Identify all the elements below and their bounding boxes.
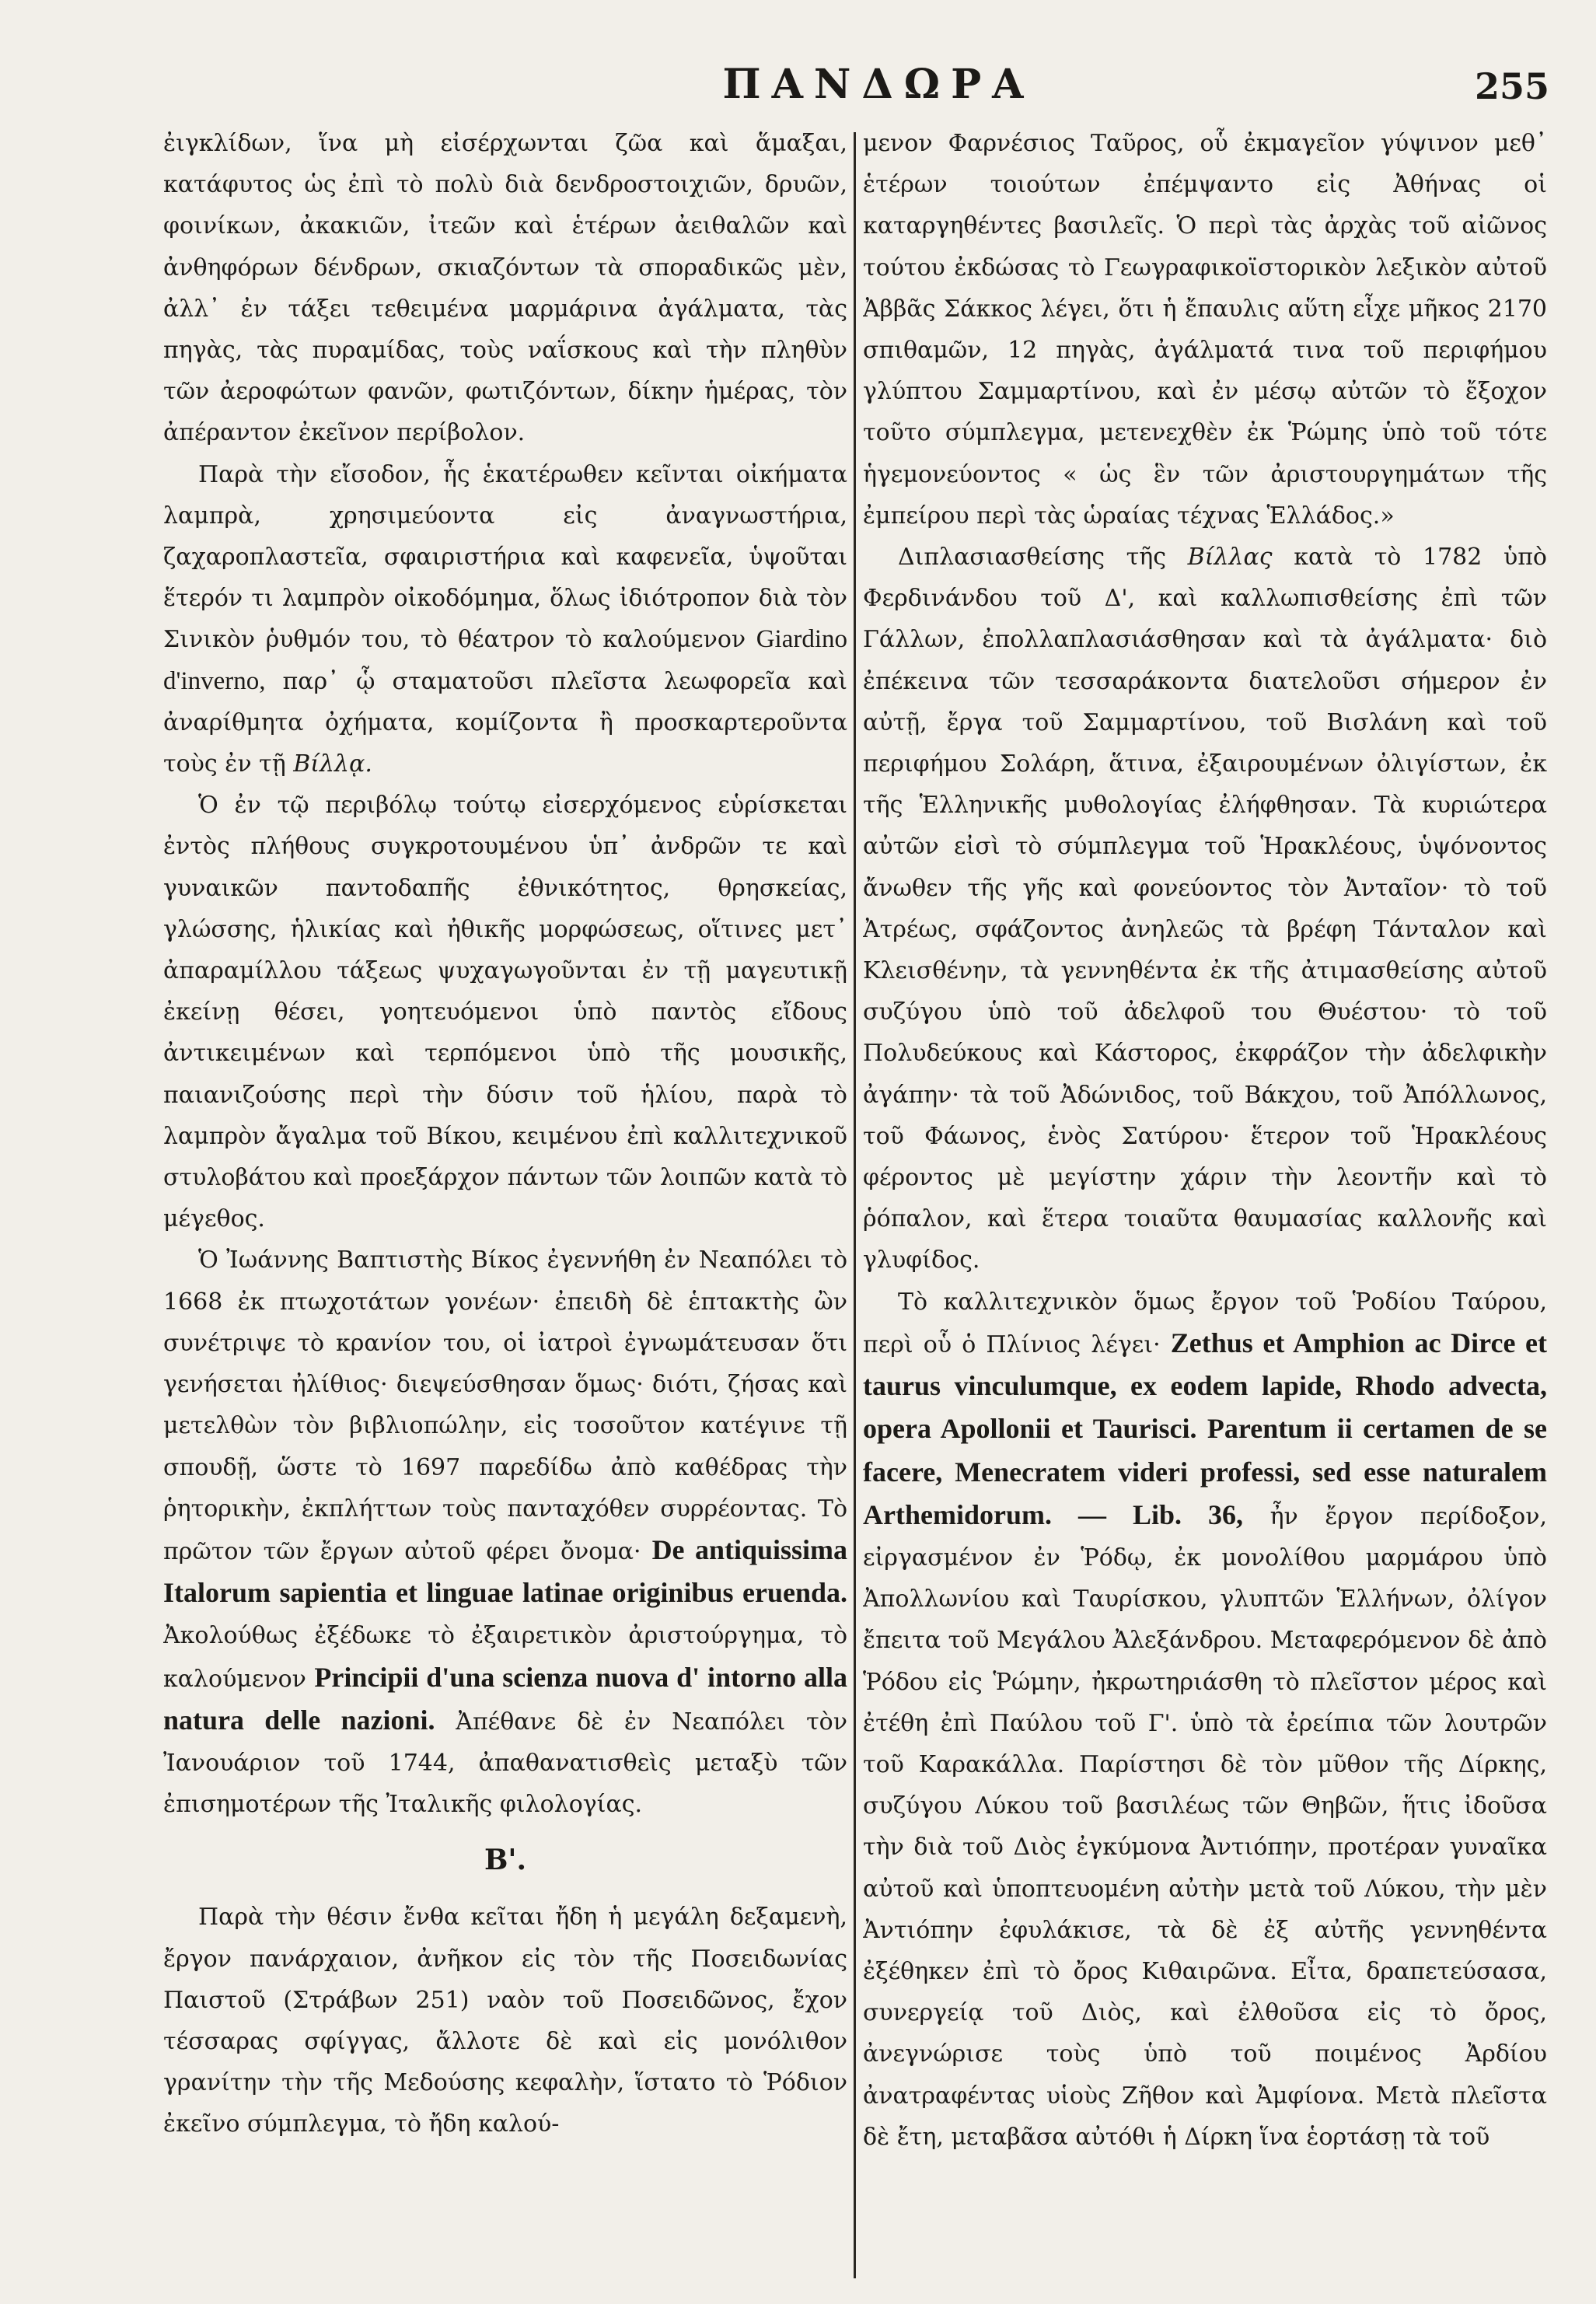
text-run: ἦν ἔργον περίδοξον, εἰργασμένον ἐν Ῥόδῳ, ἐκ μονολίθου μαρμάρου ὑπὸ Ἀπολλωνίου καὶ Ταυρίσκου, γλυπτῶν Ἑλλήνων, ὀλίγον ἔπειτα τοῦ Μεγάλου Ἀλεξάνδρου. Μεταφερόμενον δὲ ἀπὸ Ῥόδου εἰς Ῥώμην, ἠκρωτηριάσθη τὸ πλεῖστον μέρος καὶ ἐτέθη ἐπὶ Παύλου τοῦ Γ'. ὑπὸ τὰ ἐρείπια τῶν λουτρῶν τοῦ Καρακάλλα. Παρίστησι δὲ τὸν μῦθον τῆς Δίρκης, συζύγου Λύκου τοῦ βασιλέως τῶν Θηβῶν, ἥτις ἰδοῦσα τὴν διὰ τοῦ Διὸς ἐγκύμονα Ἀντιόπην, προτέραν γυναῖκα αὐτοῦ καὶ ὑποπτευομένη αὐτὴν μετὰ τοῦ Λύκου, τὴν μὲν Ἀντιόπην ἐφυλάκισε, τὰ δὲ ἐξ αὐτῆς γεννηθέντα ἐξέθηκεν ἐπὶ τὸ ὄρος Κιθαιρῶνα. Εἶτα, δραπετεύσασα, συνεργείᾳ τοῦ Διὸς, καὶ ἐλθοῦσα εἰς τὸ ὄρος, ἀνεγνώρισε τοὺς ὑπὸ τοῦ ποιμένος Ἀρδίου ἀνατραφέντας υἱοὺς Ζῆθον καὶ Ἀμφίονα. Μετὰ πλεῖστα δὲ ἔτη, μεταβᾶσα αὐτόθι ἡ Δίρκη ἵνα ἑορτάσῃ τὰ τοῦ [863, 1502, 1547, 2151]
paragraph [163, 1239, 847, 1825]
latin-title: Principii d'una scienza nuova d' intorno alla natura delle nazioni. [163, 1661, 847, 1736]
paragraph: Ὁ ἐν τῷ περιβόλῳ τούτῳ εἰσερχόμενος εὑρίσκεται ἐντὸς πλήθους συγκροτουμένου ὑπ᾽ ἀνδρῶν τε καὶ γυναικῶν παντοδαπῆς ἐθνικότητος, θρησκείας, γλώσσης, ἡλικίας καὶ ἠθικῆς μορφώσεως, οἵτινες μετ᾽ ἀπαραμίλλου τάξεως ψυχαγωγοῦνται ἐν τῇ μαγευτικῇ ἐκείνῃ θέσει, γοητευόμενοι ὑπὸ παντὸς εἴδους ἀντικειμένων καὶ τερπόμενοι ὑπὸ τῆς μουσικῆς, παιανιζούσης περὶ τὴν δύσιν τοῦ ἡλίου, παρὰ τὸ λαμπρὸν ἄγαλμα τοῦ Βίκου, κειμένου ἐπὶ καλλιτεχνικοῦ στυλοβάτου καὶ προεξάρχον πάντων τῶν λοιπῶν κατὰ τὸ μέγεθος. [163, 792, 847, 1233]
text-run: Ὁ Ἰωάννης Βαπτιστὴς Βίκος ἐγεννήθη ἐν Νεαπόλει τὸ 1668 ἐκ πτωχοτάτων γονέων· ἐπειδὴ δὲ ἑπτακτὴς ὢν συνέτριψε τὸ κρανίον του, οἱ ἰατροὶ ἐγνωμάτευσαν ὅτι γενήσεται ἠλίθιος· διεψεύσθησαν ὅμως· διότι, ζήσας καὶ μετελθὼν τὸν βιβλιοπώλην, εἰς τοσοῦτον κατέγινε τῇ σπουδῇ, ὥστε τὸ 1697 παρεδίδω ἀπὸ καθέδρας τὴν ῥητορικὴν, ἐκπλήττων τοὺς πανταχόθεν συρρέοντας. Τὸ πρῶτον τῶν ἔργων αὐτοῦ φέρει ὄνομα· [163, 1246, 847, 1565]
paragraph [863, 537, 1547, 1281]
running-title: ΠΑΝΔΩΡΑ [722, 61, 1035, 108]
right-column [863, 123, 1547, 2273]
section-heading: Β'. [484, 1844, 526, 1877]
paragraph: μενον Φαρνέσιος Ταῦρος, οὗ ἐκμαγεῖον γύψινον μεθ᾽ ἑτέρων τοιούτων ἐπέμψαντο εἰς Ἀθήνας οἱ καταργηθέντες βασιλεῖς. Ὁ περὶ τὰς ἀρχὰς τοῦ αἰῶνος τούτου ἐκδώσας τὸ Γεωγραφικοϊστορικὸν λεξικὸν αὐτοῦ Ἀββᾶς Σάκκος λέγει, ὅτι ἡ ἔπαυλις αὕτη εἶχε μῆκος 2170 σπιθαμῶν, 12 πηγὰς, ἀγάλματά τινα τοῦ περιφήμου γλύπτου Σαμμαρτίνου, καὶ ἐν μέσῳ αὐτῶν τὸ ἔξοχον τοῦτο σύμπλεγμα, μετενεχθὲν ἐκ Ῥώμης ὑπὸ τοῦ τότε ἡγεμονεύοντος « ὡς ἓν τῶν ἀριστουργημάτων τῆς ἐμπείρου περὶ τὰς ὡραίας τέχνας Ἑλλάδος.» [863, 130, 1547, 530]
latin-title: De antiquissima Italorum sapientia et linguae latinae originibus eruenda. [163, 1533, 847, 1609]
paragraph: Παρὰ τὴν θέσιν ἔνθα κεῖται ἤδη ἡ μεγάλη δεξαμενὴ, ἔργον πανάρχαιον, ἀνῆκον εἰς τὸν τῆς Ποσειδωνίας Παιστοῦ (Στράβων 251) ναὸν τοῦ Ποσειδῶνος, ἔχον τέσσαρας σφίγγας, ἄλλοτε δὲ καὶ εἰς μονόλιθον γρανίτην τὴν τῆς Μεδούσης κεφαλὴν, ἵστατο τὸ Ῥόδιον ἐκεῖνο σύμπλεγμα, τὸ ἤδη καλού- [163, 1904, 847, 2138]
text-run: κατὰ τὸ 1782 ὑπὸ Φερδινάνδου τοῦ Δ', καὶ καλλωπισθείσης ἐπὶ τῶν Γάλλων, ἐπολλαπλασιάσθησαν καὶ τὰ ἀγάλματα· διὸ ἐπέκεινα τῶν τεσσαράκοντα διατελοῦσι σήμερον ἐν αὐτῇ, ἔργα τοῦ Σαμμαρτίνου, τοῦ Βισλάνη καὶ τοῦ περιφήμου Σολάρη, ἅτινα, ἐξαιρουμένων ὀλιγίστων, ἐκ τῆς Ἑλληνικῆς μυθολογίας ἐλήφθησαν. Τὰ κυριώτερα αὐτῶν εἰσὶ τὸ σύμπλεγμα τοῦ Ἡρακλέους, ὑψόνοντος ἄνωθεν τῆς γῆς καὶ φονεύοντος τὸν Ἀνταῖον· τὸ τοῦ Ἀτρέως, σφάζοντος ἀνηλεῶς τὰ βρέφη Τάνταλον καὶ Κλεισθένην, τὰ γεννηθέντα ἐκ τῆς ἀτιμασθείσης αὐτοῦ συζύγου ὑπὸ τοῦ ἀδελφοῦ του Θυέστου· τὸ τοῦ Πολυδεύκους καὶ Κάστορος, ἐκφράζον τὴν ἀδελφικὴν ἀγάπην· τὰ τοῦ Ἀδώνιδος, τοῦ Βάκχου, τοῦ Ἀπόλλωνος, τοῦ Φάωνος, ἑνὸς Σατύρου· ἕτερον τοῦ Ἡρακλέους φέροντος μὲ μεγίστην χάριν τὴν λεοντῆν καὶ τὸ ῥόπαλον, καὶ ἕτερα τοιαῦτα θαυμασίας καλλονῆς καὶ γλυφίδος. [863, 544, 1547, 1274]
left-column [163, 123, 847, 2273]
column-divider [854, 132, 856, 2278]
text-run: παρ᾽ ᾧ σταματοῦσι πλεῖστα λεωφορεῖα καὶ ἀναρίθμητα ὀχήματα, κομίζοντα ἢ προσκαρτεροῦντα τοὺς ἐν τῇ [163, 667, 847, 778]
latin-quote: Zethus et Amphion ac Dirce et taurus vinculumque, ex eodem lapide, Rhodo advecta, opera Apollonii et Taurisci. Parentum ii certamen de se facere, Menecratem videri professi, sed esse naturalem Arthemidorum. — Lib. 36, [863, 1327, 1547, 1530]
text-run: Διπλασιασθείσης τῆς [898, 544, 1167, 572]
italic-word: Βίλλᾳ. [293, 750, 372, 778]
page-header [0, 61, 1596, 123]
text-run: Παρὰ τὴν εἴσοδον, ἧς ἑκατέρωθεν κεῖνται οἰκήματα λαμπρὰ, χρησιμεύοντα εἰς ἀναγνωστήρια, ζαχαροπλαστεῖα, σφαιριστήρια καὶ καφενεῖα, ὑψοῦται ἕτερόν τι λαμπρὸν οἰκοδόμημα, ὅλως ἰδιότροπον διὰ τὸν Σινικὸν ῥυθμόν του, τὸ θέατρον τὸ καλούμενον [163, 460, 847, 654]
text-run: Ἀπέθανε δὲ ἐν Νεαπόλει τὸν Ἰανουάριον τοῦ 1744, ἀπαθανατισθεὶς μεταξὺ τῶν ἐπισημοτέρων τῆς Ἰταλικῆς φιλολογίας. [163, 1708, 847, 1819]
paragraph [863, 1281, 1547, 2158]
paragraph: ἐιγκλίδων, ἵνα μὴ εἰσέρχωνται ζῶα καὶ ἅμαξαι, κατάφυτος ὡς ἐπὶ τὸ πολὺ διὰ δενδροστοιχιῶν, δρυῶν, φοινίκων, ἀκακιῶν, ἰτεῶν καὶ ἑτέρων ἀειθαλῶν καὶ ἀνθηφόρων δένδρων, σκιαζόντων τὰ σποραδικῶς μὲν, ἀλλ᾽ ἐν τάξει τεθειμένα μαρμάρινα ἀγάλματα, τὰς πηγὰς, τὰς πυραμίδας, τοὺς ναΐσκους καὶ τὴν πληθὺν τῶν ἀεροφώτων φανῶν, φωτιζόντων, δίκην ἡμέρας, τὸν ἀπέραντον ἐκεῖνον περίβολον. [163, 130, 847, 447]
page-number: 255 [1474, 65, 1549, 107]
text-run: Ἀκολούθως ἐξέδωκε τὸ ἐξαιρετικὸν ἀριστούργημα, τὸ καλούμενον [163, 1622, 847, 1693]
italic-word: Βίλλας [1187, 544, 1273, 572]
paragraph [163, 454, 847, 785]
latin-phrase: Giardino d'inverno, [163, 625, 847, 695]
text-run: Τὸ καλλιτεχνικὸν ὅμως ἔργον τοῦ Ῥοδίου Ταύρου, περὶ οὗ ὁ Πλίνιος λέγει· [863, 1288, 1547, 1358]
